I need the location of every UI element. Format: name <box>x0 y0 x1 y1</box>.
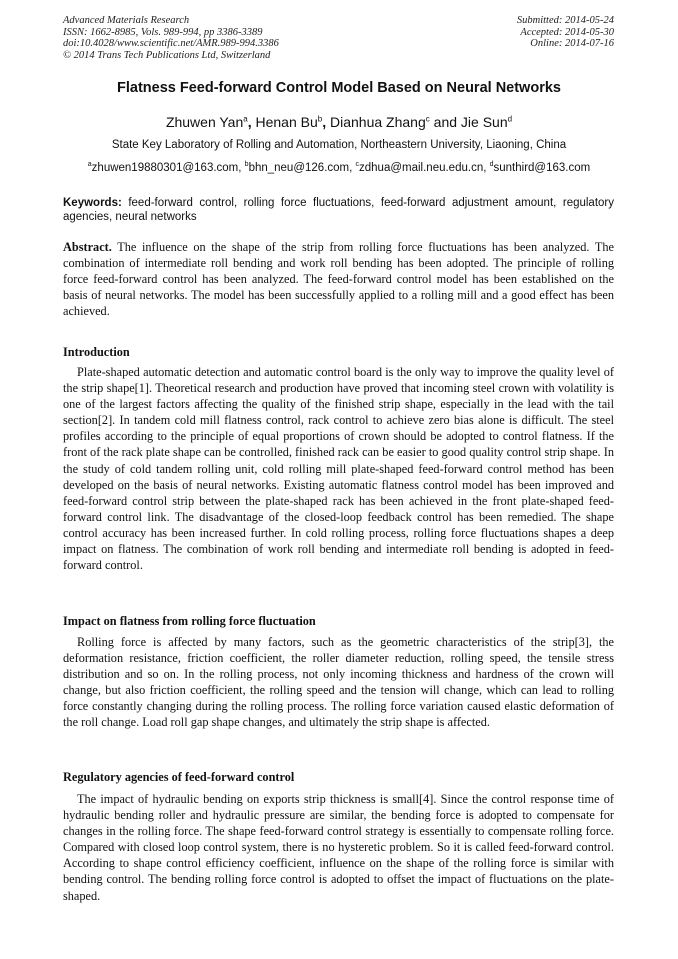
paragraph: Plate-shaped automatic detection and automatic control board is the only way to improve the quality level of the strip shape[1]. Theoretical research and production have proved that incoming steel crown with volatility is one of the largest factors affecting the quality of the finished strip shape, especially in the lead with the tail section[2]. In tandem cold mill flatness control, rack control to achieve zero bias alone is difficult. The steel profiles according to the principle of equal proportions of crown should be adopted to control flatness. If the front of the rack plate shape can be controlled, finished rack can be easier to good quality control strip shape. In the study of cold tandem rolling unit, cold rolling mill plate-shaped feed-forward control method has been developed on the basis of neural networks. Existing automatic flatness control model has been improved and feed-forward control strip between the plate-shaped rack has been achieved in the front plate-shaped feed-forward control link. The disadvantage of the closed-loop feedback control has been remedied. The shape control accuracy has been increased further. In cold rolling process, rolling force fluctuations shapes a deep impact on flatness. The combination of work roll bending and intermediate roll bending is adopted in feed-forward control. <box>63 365 614 573</box>
author-sup: d <box>507 114 513 124</box>
journal-info <box>63 15 279 61</box>
author-sup: b <box>317 114 323 124</box>
email-list: $^a$zhuwen19880301@163.com, $^b$bhn_neu@126.com, $^c$zdhua@mail.neu.edu.cn, $^d$sunthird@163.com <box>87 161 591 174</box>
abstract <box>63 239 614 319</box>
email-sup: c <box>355 161 360 168</box>
author-separator: , <box>322 114 331 130</box>
keywords-label: Keywords: <box>63 197 122 209</box>
paragraph: The impact of hydraulic bending on exports strip thickness is small[4]. Since the control response time of hydraulic bending roller and hydraulic pressure are similar, the bending force is adopted to compensate for changes in the rolling force. The shape feed-forward control strategy is essentially to compensate rolling force. Compared with closed loop control system, there is no hysteretic problem. So it is called feed-forward control. According to shape control efficiency coefficient, influence on the shape of the rolling force is similar with bending control. The bending rolling force control is adopted to offset the impact of fluctuations on the plate-shaped. <box>63 792 614 903</box>
paragraph: Rolling force is affected by many factors, such as the geometric characteristics of the strip[3], the deformation resistance, friction coefficient, the roller diameter reduction, rolling speed, the tensile stress distribution and so on. In the rolling process, not only incoming thickness and hardness of the crown will change, but also friction coefficient, the rolling speed and the tension will change, which can lead to rolling force constantly changing during the rolling process. The rolling force variation caused elastic deformation of the roll change. Load roll gap shape changes, and ultimately the strip shape is affected. <box>63 635 614 730</box>
abstract-label: Abstract. <box>63 240 112 254</box>
issn-line: ISSN: 1662-8985, Vols. 989-994, pp 3386-3389 <box>63 26 263 38</box>
affiliation: State Key Laboratory of Rolling and Automation, Northeastern University, Liaoning, China <box>111 139 567 151</box>
author-name: Zhuwen Yan <box>165 114 244 130</box>
doi-line[interactable]: doi:10.4028/www.scientific.net/AMR.989-994.3386 <box>63 38 279 49</box>
author-name: Jie Sun <box>460 114 508 130</box>
section-heading-regulatory: Regulatory agencies of feed-forward control <box>63 770 295 784</box>
author-name: Dianhua Zhang <box>330 114 426 130</box>
email-address[interactable]: zdhua@mail.neu.edu.cn <box>359 161 484 174</box>
author-list <box>0 114 678 130</box>
author-separator: and <box>429 114 461 130</box>
email-sup: b <box>244 161 249 168</box>
author-sup: c <box>425 114 430 124</box>
section-body-impact <box>63 634 614 731</box>
copyright-line: © 2014 Trans Tech Publications Ltd, Switzerland <box>63 49 271 61</box>
email-sup: a <box>87 161 92 168</box>
section-body-regulatory <box>63 791 614 904</box>
author-name: Henan Bu <box>255 114 318 130</box>
section-body-introduction <box>63 364 614 573</box>
email-address[interactable]: zhuwen19880301@163.com <box>91 161 239 174</box>
keywords-text: feed-forward control, rolling force fluctuations, feed-forward adjustment amount, regulatory agencies, neural networks <box>63 197 615 223</box>
accepted-date: Accepted: 2014-05-30 <box>520 26 614 38</box>
email-address[interactable]: sunthird@163.com <box>493 161 591 174</box>
section-heading-impact: Impact on flatness from rolling force fluctuation <box>63 614 316 628</box>
paper-title: Flatness Feed-forward Control Model Based on Neural Networks <box>117 80 561 96</box>
abstract-text: The influence on the shape of the strip from rolling force fluctuations has been analyzed. The combination of intermediate roll bending and work roll bending has been adopted. The principle of rolling force feed-forward control has been analyzed. The feed-forward control model has been established on the basis of neural networks. The model has been successfully applied to a rolling mill and a good effect has been achieved. <box>63 240 614 319</box>
journal-name: Advanced Materials Research <box>63 15 190 26</box>
author-sup: a <box>243 114 248 124</box>
submitted-date: Submitted: 2014-05-24 <box>516 15 614 26</box>
email-address[interactable]: bhn_neu@126.com <box>248 161 350 174</box>
dates-info <box>517 15 614 50</box>
keywords <box>63 196 614 224</box>
author-separator: , <box>247 114 256 130</box>
online-date: Online: 2014-07-16 <box>530 38 614 49</box>
section-heading-introduction: Introduction <box>63 345 130 359</box>
email-sup: d <box>489 161 494 168</box>
